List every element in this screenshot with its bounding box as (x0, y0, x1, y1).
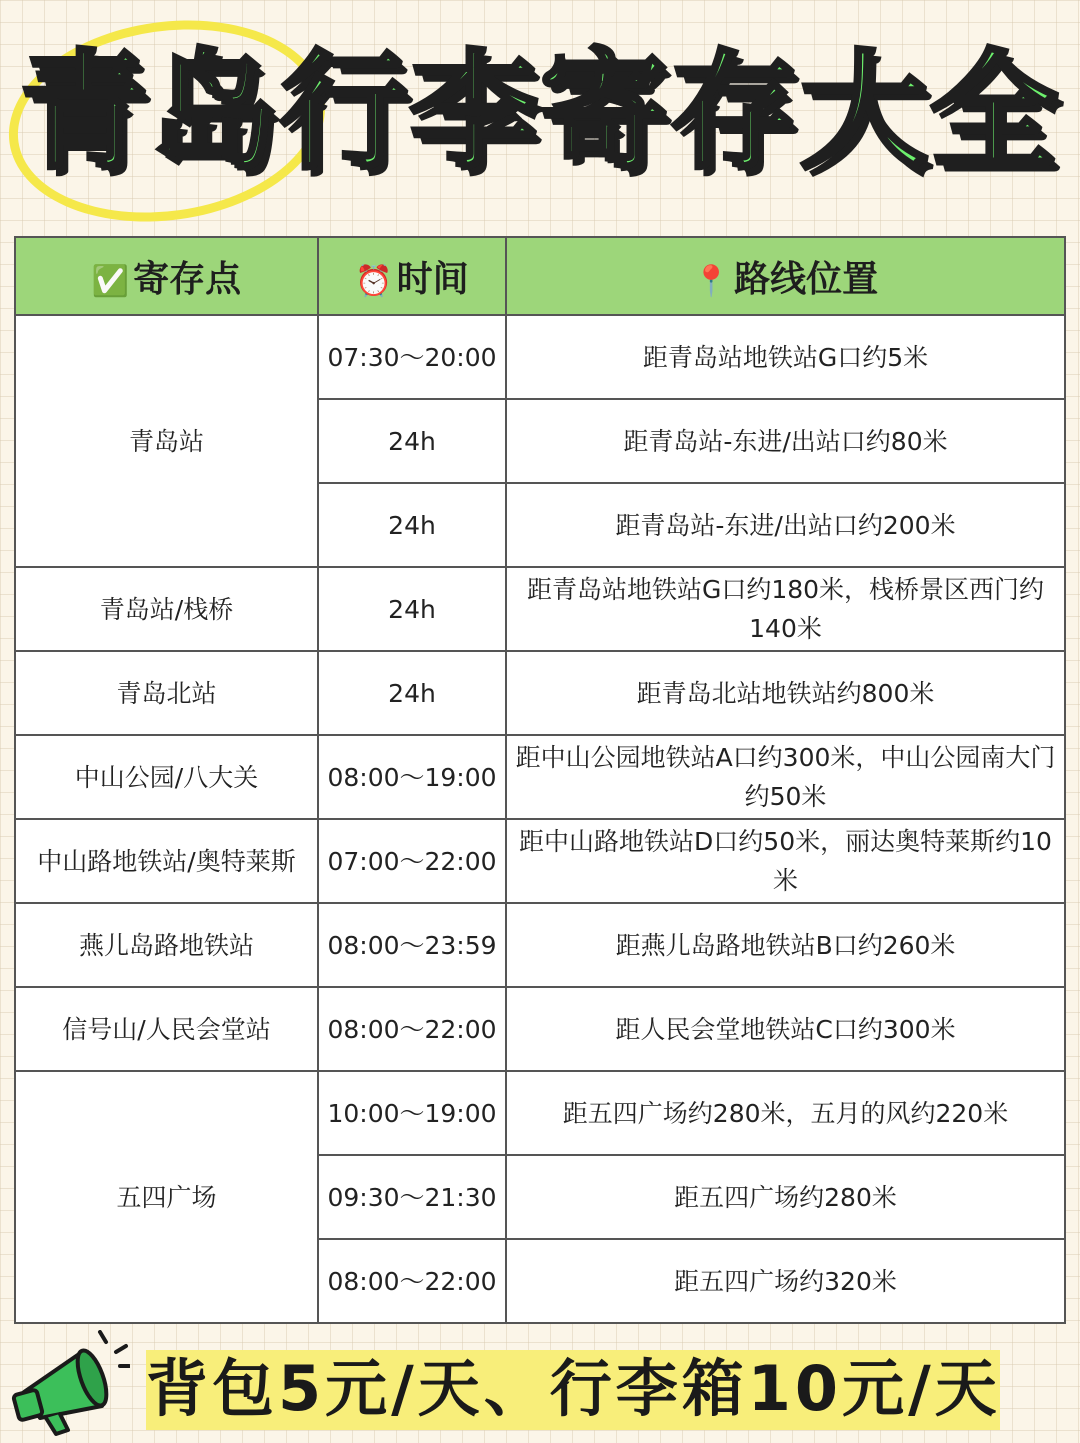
table-row (15, 1071, 1065, 1155)
place-cell: 信号山/人民会堂站 (15, 987, 318, 1071)
route-cell: 距青岛站-东进/出站口约200米 (506, 483, 1065, 567)
time-cell: 10:00～19:00 (318, 1071, 506, 1155)
route-cell: 距青岛站地铁站G口约5米 (506, 315, 1065, 399)
place-cell: 五四广场 (15, 1071, 318, 1323)
place-cell: 中山公园/八大关 (15, 735, 318, 819)
check-mark-icon: ✅ (91, 263, 130, 299)
megaphone-icon (10, 1330, 130, 1440)
time-cell: 08:00～22:00 (318, 1239, 506, 1323)
header-route (506, 237, 1065, 315)
time-cell: 24h (318, 399, 506, 483)
header-place (15, 237, 318, 315)
page-title: 青岛行李寄存大全 (19, 38, 1060, 187)
route-cell: 距五四广场约280米 (506, 1155, 1065, 1239)
place-cell: 青岛北站 (15, 651, 318, 735)
pin-icon: 📍 (692, 263, 731, 299)
time-cell: 24h (318, 651, 506, 735)
table-row (15, 651, 1065, 735)
table-row (15, 315, 1065, 399)
time-cell: 24h (318, 483, 506, 567)
table-row (15, 903, 1065, 987)
table-header-row (15, 237, 1065, 315)
time-cell: 07:00～22:00 (318, 819, 506, 903)
table-row (15, 567, 1065, 651)
alarm-clock-icon: ⏰ (355, 263, 393, 299)
price-footer: 背包5元/天、行李箱10元/天 (146, 1352, 1001, 1425)
route-cell: 距青岛站-东进/出站口约80米 (506, 399, 1065, 483)
place-cell: 燕儿岛路地铁站 (15, 903, 318, 987)
storage-table (14, 236, 1066, 1324)
header-time (318, 237, 506, 315)
route-cell: 距青岛北站地铁站约800米 (506, 651, 1065, 735)
table-row (15, 735, 1065, 819)
header-route-label: 路线位置 (734, 258, 879, 300)
route-cell: 距青岛站地铁站G口约180米，栈桥景区西门约140米 (506, 567, 1065, 651)
time-cell: 09:30～21:30 (318, 1155, 506, 1239)
place-cell: 青岛站/栈桥 (15, 567, 318, 651)
time-cell: 07:30～20:00 (318, 315, 506, 399)
header-time-label: 时间 (396, 258, 469, 300)
header-place-label: 寄存点 (133, 258, 242, 300)
route-cell: 距中山路地铁站D口约50米，丽达奥特莱斯约10米 (506, 819, 1065, 903)
time-cell: 08:00～19:00 (318, 735, 506, 819)
route-cell: 距燕儿岛路地铁站B口约260米 (506, 903, 1065, 987)
route-cell: 距五四广场约280米，五月的风约220米 (506, 1071, 1065, 1155)
place-cell: 中山路地铁站/奥特莱斯 (15, 819, 318, 903)
route-cell: 距中山公园地铁站A口约300米，中山公园南大门约50米 (506, 735, 1065, 819)
route-cell: 距人民会堂地铁站C口约300米 (506, 987, 1065, 1071)
table-row (15, 819, 1065, 903)
time-cell: 08:00～23:59 (318, 903, 506, 987)
route-cell: 距五四广场约320米 (506, 1239, 1065, 1323)
time-cell: 24h (318, 567, 506, 651)
storage-table-wrapper (14, 236, 1064, 1324)
time-cell: 08:00～22:00 (318, 987, 506, 1071)
table-row (15, 987, 1065, 1071)
place-cell: 青岛站 (15, 315, 318, 567)
